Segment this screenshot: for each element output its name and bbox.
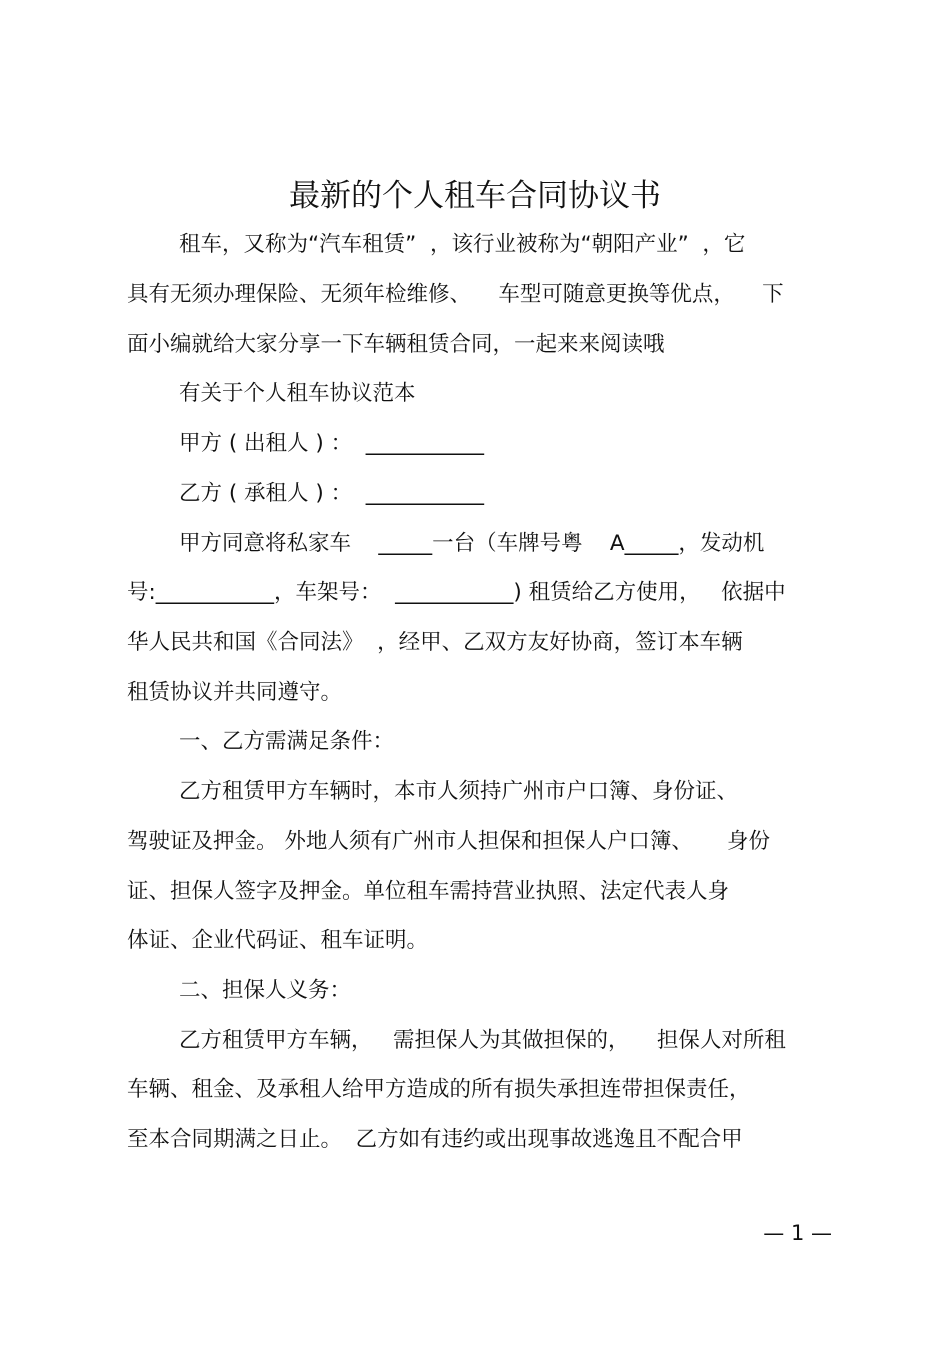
paragraph-line: 有关于个人租车协议范本 — [179, 381, 416, 406]
lessor-field-line: 甲方 ( 出租人 ) ： ___________ — [179, 431, 485, 456]
section-heading: 一、乙方需满足条件： — [179, 729, 395, 754]
page-number: — 1 — — [763, 1221, 832, 1245]
paragraph-line: 乙方租赁甲方车辆， 需担保人为其做担保的， 担保人对所租 — [179, 1028, 786, 1053]
paragraph-line: 华人民共和国《合同法》 ，经甲、乙双方友好协商，签订本车辆 — [127, 630, 743, 655]
document-title: 最新的个人租车合同协议书 — [289, 178, 661, 214]
paragraph-line: 车辆、租金、及承租人给甲方造成的所有损失承担连带担保责任， — [127, 1077, 751, 1102]
paragraph-line: 至本合同期满之日止。 乙方如有违约或出现事故逃逸且不配合甲 — [127, 1127, 743, 1152]
paragraph-line: 乙方租赁甲方车辆时，本市人须持广州市户口簿、身份证、 — [179, 779, 739, 804]
lessee-field-line: 乙方 ( 承租人 ) ： ___________ — [179, 481, 485, 506]
paragraph-line: 具有无须办理保险、无须年检维修、 车型可随意更换等优点， 下 — [127, 282, 784, 307]
paragraph-line: 证、担保人签字及押金。单位租车需持营业执照、法定代表人身 — [127, 879, 730, 904]
paragraph-line: 租车，又称为“汽车租赁” ，该行业被称为“朝阳产业” ，它 — [179, 232, 746, 257]
paragraph-line: 甲方同意将私家车 _____一台（车牌号粤 A_____，发动机 — [179, 531, 765, 556]
paragraph-line: 租赁协议并共同遵守。 — [127, 680, 343, 705]
paragraph-line: 号:___________，车架号： ___________) 租赁给乙方使用， 依据中 — [127, 580, 786, 605]
section-heading: 二、担保人义务： — [179, 978, 352, 1003]
paragraph-line: 驾驶证及押金。 外地人须有广州市人担保和担保人户口簿、 身份 — [127, 829, 771, 854]
paragraph-line: 面小编就给大家分享一下车辆租赁合同，一起来来阅读哦 — [127, 332, 665, 357]
paragraph-line: 体证、企业代码证、租车证明。 — [127, 928, 429, 953]
